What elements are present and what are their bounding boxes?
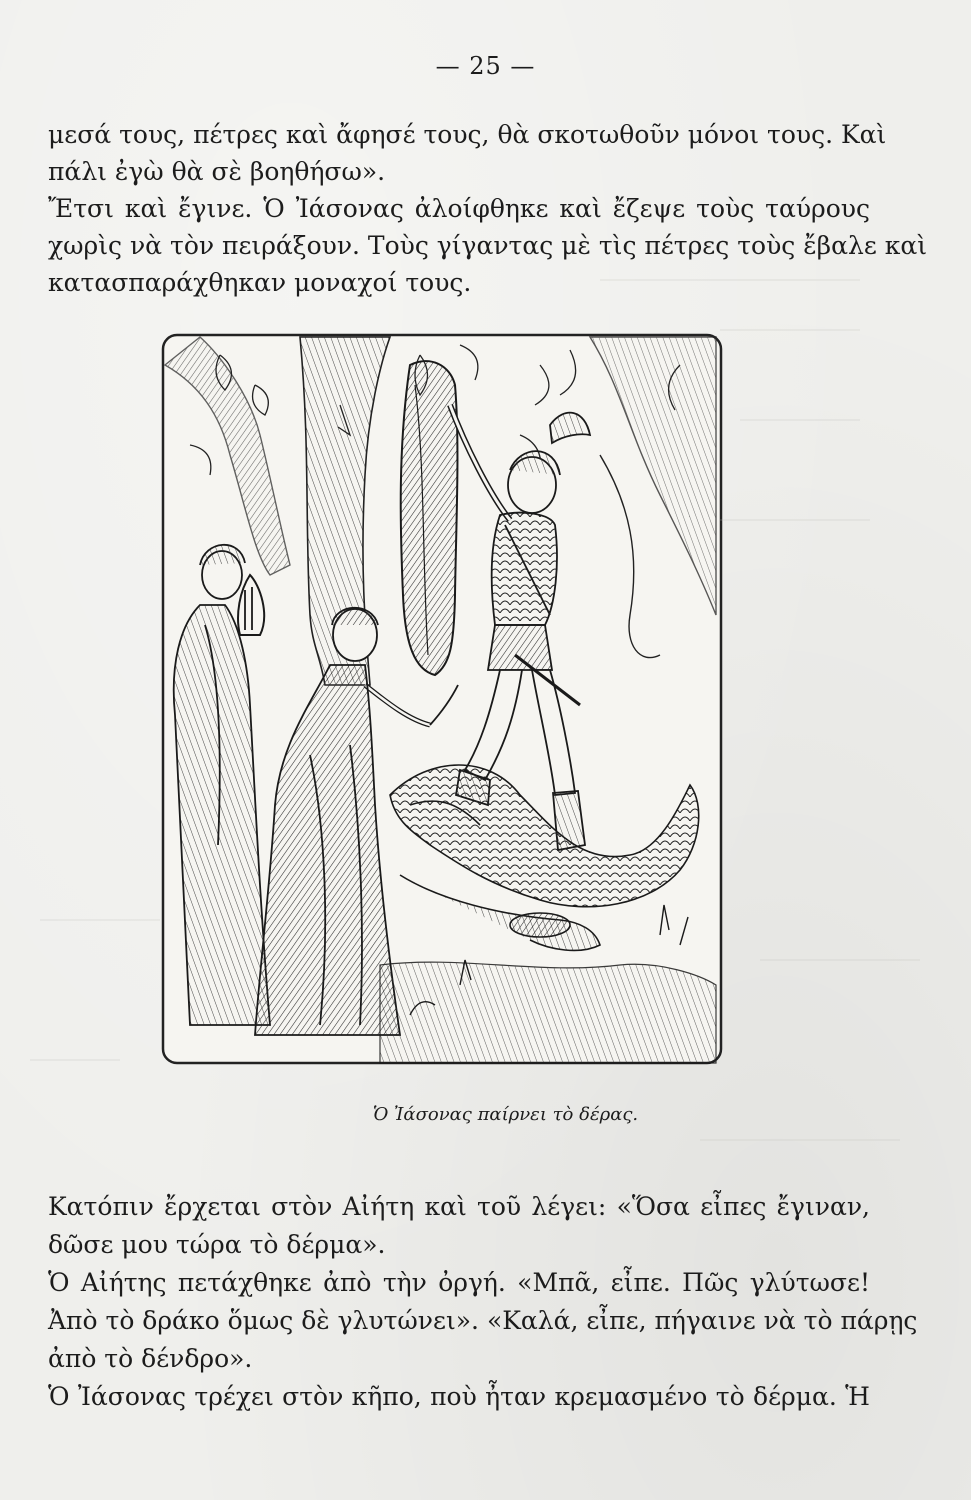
text-line: Κατόπιν ἔρχεται στὸν Αἰήτη καὶ τοῦ λέγει: «Ὅσα εἶπες ἔγιναν, [48,1192,870,1221]
jason-golden-fleece-engraving [160,325,726,1070]
bottom-paragraph [48,1188,918,1416]
illustration-caption: Ὁ Ἰάσονας παίρνει τὸ δέρας. [372,1104,639,1125]
text-line: κατασπαράχθηκαν μοναχοί τους. [48,268,472,297]
text-line: Ὁ Αἰήτης πετάχθηκε ἀπὸ τὴν ὀργή. «Μπᾶ, εἶπε. Πῶς γλύτωσε! [48,1268,870,1297]
top-paragraph [48,116,928,301]
text-line: Ὁ Ἰάσονας τρέχει στὸν κῆπο, ποὺ ἦταν κρεμασμένο τὸ δέρμα. Ἡ [48,1382,870,1411]
text-line: δῶσε μου τώρα τὸ δέρμα». [48,1230,386,1259]
text-line: ἀπὸ τὸ δένδρο». [48,1344,253,1373]
page-number: — 25 — [435,52,536,80]
text-line: Ἔτσι καὶ ἔγινε. Ὁ Ἰάσονας ἀλοίφθηκε καὶ ἔζεψε τοὺς ταύρους [48,194,870,223]
text-line: μεσά τους, πέτρες καὶ ἄφησέ τους, θὰ σκοτωθοῦν μόνοι τους. Καὶ [48,120,887,149]
text-line: πάλι ἐγὼ θὰ σὲ βοηθήσω». [48,157,386,186]
text-line: Ἀπὸ τὸ δράκο ὅμως δὲ γλυτώνει». «Καλά, εἶπε, πήγαινε νὰ τὸ πάρῃς [48,1306,918,1335]
text-line: χωρὶς νὰ τὸν πειράξουν. Τοὺς γίγαντας μὲ τὶς πέτρες τοὺς ἔβαλε καὶ [48,231,928,260]
